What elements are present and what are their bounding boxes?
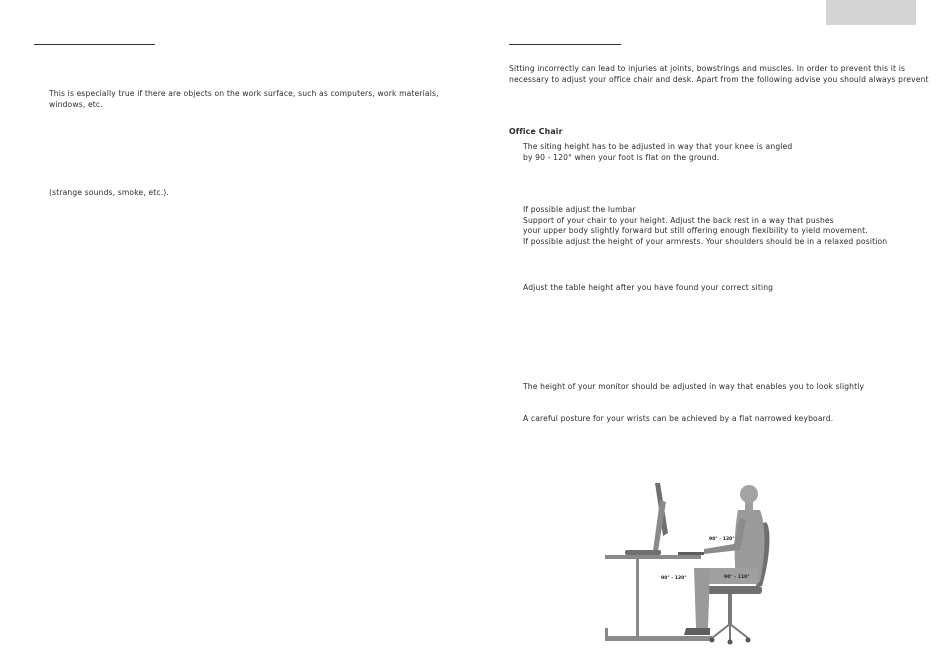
ergonomic-posture-illustration (600, 478, 780, 646)
left-paragraph-1 (49, 89, 439, 110)
left-paragraph-1-line-2: windows, etc. (49, 99, 103, 109)
lumbar-line-1: If possible adjust the lumbar (523, 205, 636, 214)
lumbar-line-4: If possible adjust the height of your armrests. Your shoulders should be in a relaxed position (523, 236, 888, 246)
table-height-paragraph: Adjust the table height after you have found your correct siting (523, 283, 774, 292)
monitor-height-paragraph: The height of your monitor should be adjusted in way that enables you to look slightly (523, 382, 865, 391)
angle-label-hip: 90° - 110° (724, 575, 750, 580)
monitor (625, 483, 668, 555)
page-tab (826, 0, 916, 25)
angle-label-elbow: 90° - 120° (709, 537, 735, 542)
intro-paragraph (509, 64, 929, 85)
wrist-posture-paragraph: A careful posture for your wrists can be achieved by a flat narrowed keyboard. (523, 414, 834, 423)
office-chair-heading: Office Chair (509, 127, 563, 136)
lumbar-line-2: Support of your chair to your height. Adjust the back rest in a way that pushes (523, 215, 834, 225)
intro-line-2: necessary to adjust your office chair and desk. Apart from the following advise you should always prevent (509, 74, 929, 84)
left-paragraph-1-line-1: This is especially true if there are objects on the work surface, such as computers, work materials, (49, 89, 439, 98)
left-paragraph-2: (strange sounds, smoke, etc.). (49, 188, 169, 197)
seated-person (684, 485, 765, 635)
chair-height-paragraph (523, 142, 792, 163)
right-heading-rule (509, 44, 621, 45)
keyboard (678, 552, 704, 555)
lumbar-paragraph (523, 205, 887, 247)
intro-line-1: Sitting incorrectly can lead to injuries at joints, bowstrings and muscles. In order to prevent this it is (509, 64, 906, 73)
angle-label-knee: 90° - 120° (661, 576, 687, 581)
chair-line-1: The siting height has to be adjusted in way that your knee is angled (523, 142, 793, 151)
chair-line-2: by 90 - 120° when your foot is flat on the ground. (523, 152, 720, 162)
lumbar-line-3: your upper body slightly forward but still offering enough flexibility to yield movement. (523, 226, 868, 236)
left-heading-rule (34, 44, 155, 45)
